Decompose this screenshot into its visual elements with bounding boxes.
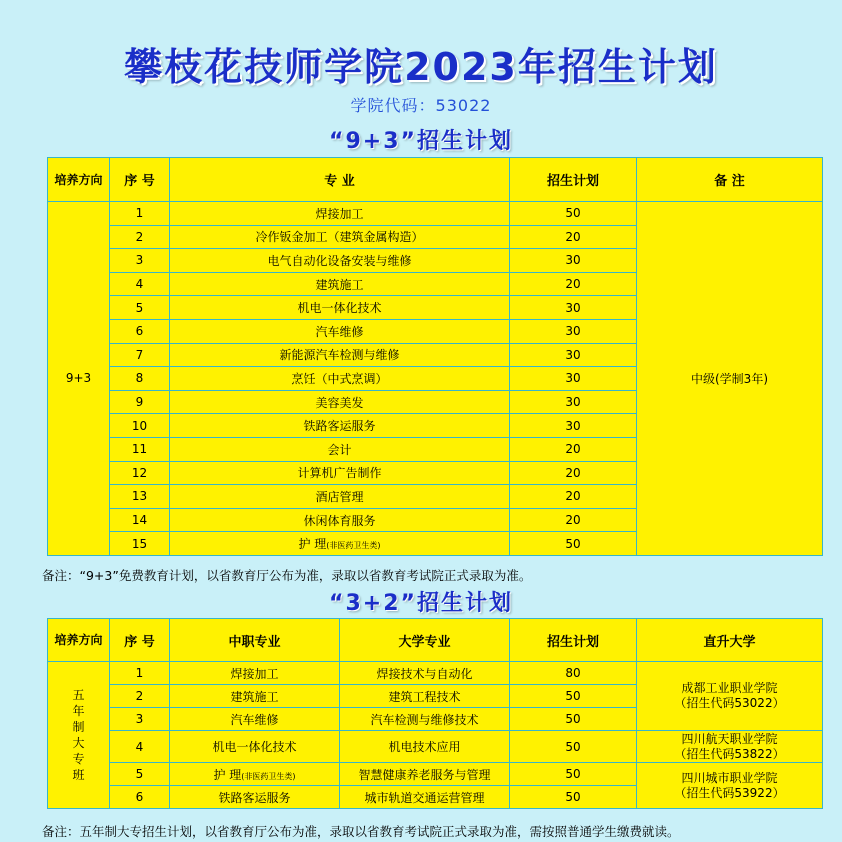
row-major: 酒店管理: [170, 485, 510, 509]
university-cell: [637, 662, 823, 731]
university-code: （招生代码53022）: [674, 696, 785, 710]
row-quota: 20: [510, 461, 637, 485]
row-major: 冷作钣金加工（建筑金属构造）: [170, 225, 510, 249]
row-no: 2: [110, 685, 170, 708]
header-direction: 培养方向: [48, 158, 110, 202]
row-quota: 30: [510, 249, 637, 273]
row-no: 13: [110, 485, 170, 509]
row-quota: 20: [510, 225, 637, 249]
header-uni-major: 大学专业: [340, 619, 510, 662]
row-no: 10: [110, 414, 170, 438]
university-cell: [637, 763, 823, 809]
row-quota: 20: [510, 437, 637, 461]
table-row: [48, 763, 823, 786]
row-sec-major: 焊接加工: [170, 662, 340, 685]
row-major: 休闲体育服务: [170, 508, 510, 532]
university-name: 成都工业职业学院: [681, 681, 778, 695]
row-no: 4: [110, 272, 170, 296]
header-no: 序 号: [110, 158, 170, 202]
row-uni-major: 机电技术应用: [340, 731, 510, 763]
row-sec-major: 建筑施工: [170, 685, 340, 708]
university-cell: [637, 731, 823, 763]
university-name: 四川城市职业学院: [681, 770, 778, 785]
row-major: 计算机广告制作: [170, 461, 510, 485]
row-quota: 30: [510, 414, 637, 438]
row-no: 8: [110, 367, 170, 391]
header-no: 序 号: [110, 619, 170, 662]
direction-cell: 9+3: [48, 202, 110, 556]
major-note: (非医药卫生类): [241, 771, 296, 781]
row-no: 9: [110, 390, 170, 414]
row-quota: 50: [510, 708, 637, 731]
row-no: 3: [110, 249, 170, 273]
page-title: 攀枝花技师学院2023年招生计划: [124, 45, 718, 89]
plan1-header-row: [48, 158, 823, 202]
header-quota: 招生计划: [510, 158, 637, 202]
row-no: 14: [110, 508, 170, 532]
header-major: 专 业: [170, 158, 510, 202]
row-no: 11: [110, 437, 170, 461]
row-quota: 50: [510, 786, 637, 809]
row-sec-major: 机电一体化技术: [170, 731, 340, 763]
plan2-heading: “3+2”招生计划: [329, 591, 513, 616]
plan1-table: [47, 157, 823, 556]
row-no: 2: [110, 225, 170, 249]
row-quota: 50: [510, 202, 637, 226]
row-quota: 50: [510, 763, 637, 786]
row-major: 建筑施工: [170, 272, 510, 296]
row-major: 焊接加工: [170, 202, 510, 226]
row-no: 12: [110, 461, 170, 485]
row-major: 会计: [170, 437, 510, 461]
direction-cell: 五年制大专班: [48, 662, 110, 809]
row-quota: 50: [510, 731, 637, 763]
plan2-note: 备注：五年制大专招生计划，以省教育厅公布为准，录取以省教育考试院正式录取为准，需按照普通学生缴费就读。: [42, 824, 680, 839]
university-name: 四川航天职业学院: [681, 731, 778, 746]
row-major: 美容美发: [170, 390, 510, 414]
row-quota: 80: [510, 662, 637, 685]
row-no: 3: [110, 708, 170, 731]
header-quota: 招生计划: [510, 619, 637, 662]
row-major: 机电一体化技术: [170, 296, 510, 320]
row-no: 4: [110, 731, 170, 763]
row-major: 新能源汽车检测与维修: [170, 343, 510, 367]
row-major: 烹饪（中式烹调）: [170, 367, 510, 391]
row-quota: 20: [510, 272, 637, 296]
university-code: （招生代码53822）: [674, 746, 785, 761]
row-quota: 30: [510, 390, 637, 414]
row-major: 铁路客运服务: [170, 414, 510, 438]
row-no: 1: [110, 662, 170, 685]
row-quota: 30: [510, 296, 637, 320]
row-quota: 50: [510, 685, 637, 708]
major-name: 护 理: [213, 767, 242, 782]
row-major: 汽车维修: [170, 319, 510, 343]
header-sec-major: 中职专业: [170, 619, 340, 662]
row-no: 5: [110, 296, 170, 320]
row-uni-major: 焊接技术与自动化: [340, 662, 510, 685]
row-uni-major: 汽车检测与维修技术: [340, 708, 510, 731]
table-row: [48, 202, 823, 226]
row-quota: 30: [510, 367, 637, 391]
plan1-heading: “9+3”招生计划: [329, 129, 513, 154]
major-name: 护 理: [298, 537, 327, 552]
header-direction: 培养方向: [48, 619, 110, 662]
row-sec-major: 铁路客运服务: [170, 786, 340, 809]
row-quota: 30: [510, 319, 637, 343]
row-no: 6: [110, 319, 170, 343]
header-university: 直升大学: [637, 619, 823, 662]
row-uni-major: 建筑工程技术: [340, 685, 510, 708]
row-sec-major: [170, 763, 340, 786]
row-quota: 30: [510, 343, 637, 367]
table-row: [48, 662, 823, 685]
row-no: 7: [110, 343, 170, 367]
table-row: [48, 731, 823, 763]
row-major: 电气自动化设备安装与维修: [170, 249, 510, 273]
row-no: 1: [110, 202, 170, 226]
row-major: [170, 532, 510, 556]
plan1-note: 备注：“9+3”免费教育计划，以省教育厅公布为准，录取以省教育考试院正式录取为准。: [42, 568, 532, 583]
plan2-header-row: [48, 619, 823, 662]
remark-cell: 中级(学制3年): [637, 202, 823, 556]
school-code: 学院代码：53022: [350, 96, 492, 115]
row-quota: 50: [510, 532, 637, 556]
plan2-table: [47, 618, 823, 809]
row-quota: 20: [510, 508, 637, 532]
row-uni-major: 城市轨道交通运营管理: [340, 786, 510, 809]
row-no: 15: [110, 532, 170, 556]
row-uni-major: 智慧健康养老服务与管理: [340, 763, 510, 786]
row-sec-major: 汽车维修: [170, 708, 340, 731]
row-no: 6: [110, 786, 170, 809]
row-no: 5: [110, 763, 170, 786]
row-quota: 20: [510, 485, 637, 509]
university-code: （招生代码53922）: [674, 785, 785, 800]
major-note: (非医药卫生类): [326, 541, 381, 551]
header-remark: 备 注: [637, 158, 823, 202]
